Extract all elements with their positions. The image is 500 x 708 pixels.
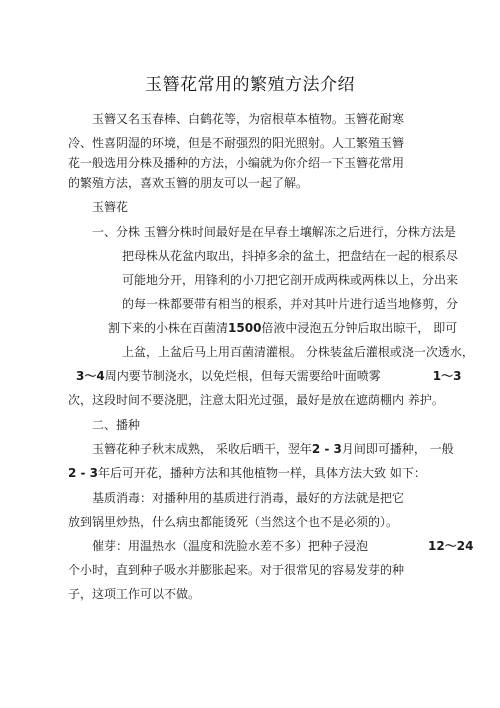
intro-line-4: 的繁殖方法，喜欢玉簪的朋友可以一起了解。 — [68, 176, 309, 190]
intro-line-3: 花一般选用分株及播种的方法，小编就为你介绍一下玉簪花常用 — [68, 156, 405, 170]
sowing-line-1 — [92, 441, 454, 457]
sowing-line-1-text-a: 玉簪花种子秋末成熟， 采收后晒干，翌年 — [92, 442, 312, 456]
intro-line-1: 玉簪又名玉春棒、白鹤花等，为宿根草本植物。玉簪花耐寒 — [92, 112, 405, 126]
sowing-heading: 二、播种 — [92, 418, 141, 432]
division-line-7-text: 周内要节制浇水，以免烂根，但每天需要给叶面喷雾 — [104, 369, 381, 383]
sowing-line-5-text: 催芽：用温热水（温度和洗脸水差不多）把种子浸泡 — [92, 539, 369, 553]
division-line-1: 一、分株 玉簪分株时间最好是在早春土壤解冻之后进行，分株方法是 — [92, 225, 456, 239]
division-line-4: 的每一株都要带有相当的根系，并对其叶片进行适当地修剪，分 — [122, 297, 459, 311]
division-line-5-number: 1500 — [228, 321, 262, 335]
section-heading-flower: 玉簪花 — [92, 200, 129, 214]
sowing-line-4: 放到锅里炒热，什么病虫都能烫死（当然这个也不是必须的）。 — [68, 515, 399, 529]
sowing-line-1-number: 2 - 3 — [311, 442, 342, 456]
division-line-5 — [108, 320, 457, 336]
division-line-7 — [76, 368, 461, 384]
division-line-8: 次，这段时间不要浇肥，注意太阳光过强，最好是放在遮荫棚内 养护。 — [68, 393, 444, 407]
sowing-line-5 — [92, 538, 473, 554]
sowing-line-2-number: 2 - 3 — [68, 466, 99, 480]
division-line-7-number-1: 3～4 — [76, 369, 105, 383]
page-title: 玉簪花常用的繁殖方法介绍 — [145, 75, 355, 95]
division-line-7-number-2: 1～3 — [432, 369, 462, 383]
intro-line-2: 冷、性喜阴湿的环境，但是不耐强烈的阳光照射。人工繁殖玉簪 — [68, 136, 405, 150]
division-line-2: 把母株从花盆内取出，抖掉多余的盆土，把盘结在一起的根系尽 — [122, 249, 459, 263]
sowing-line-3: 基质消毒：对播种用的基质进行消毒，最好的方法就是把它 — [92, 491, 405, 505]
sowing-line-2-text: 年后可开花，播种方法和其他植物一样，具体方法大致 如下： — [98, 466, 426, 480]
division-line-6: 上盆，上盆后马上用百菌清灌根。 分株装盆后灌根或浇一次透水， — [122, 345, 474, 359]
sowing-line-6: 个小时，直到种子吸水并膨胀起来。对于很常见的容易发芽的种 — [68, 563, 405, 577]
sowing-line-7: 子，这项工作可以不做。 — [68, 587, 201, 601]
division-line-5-text-a: 割下来的小株在百菌清 — [108, 321, 229, 335]
division-line-5-text-b: 倍液中浸泡五分钟后取出晾干， 即可 — [261, 321, 458, 335]
sowing-line-5-number: 12～24 — [428, 539, 474, 553]
sowing-line-1-text-b: 月间即可播种， 一般 — [341, 442, 454, 456]
sowing-line-2 — [68, 465, 426, 481]
division-line-3: 可能地分开，用锋利的小刀把它剖开成两株或两株以上，分出来 — [122, 273, 459, 287]
